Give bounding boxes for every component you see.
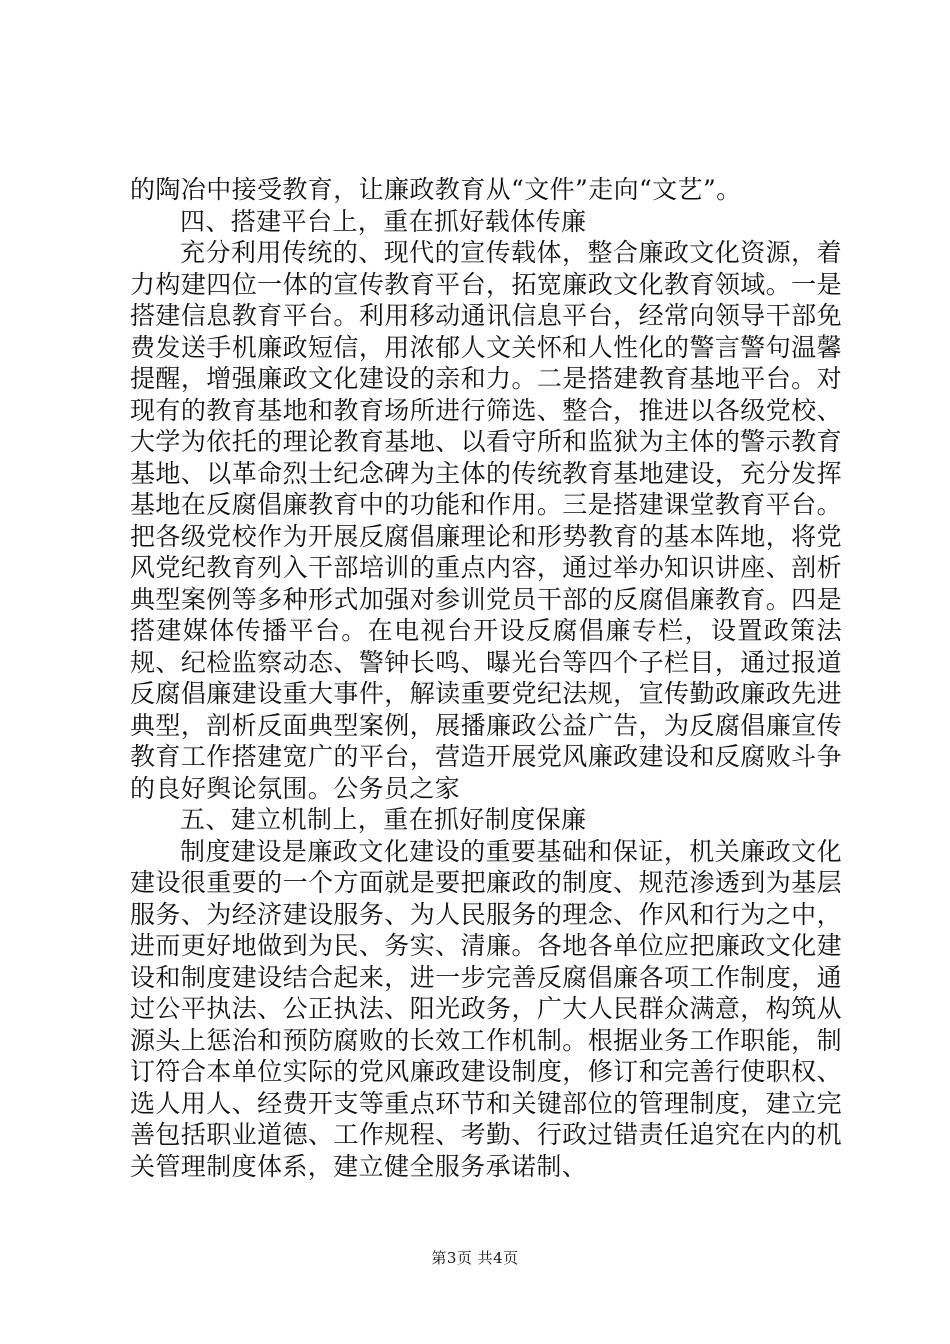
paragraph-continuation: 的陶冶中接受教育，让廉政教育从“文件”走向“文艺”。 [130, 175, 742, 204]
section-heading-four: 四、搭建平台上，重在抓好载体传廉 [180, 206, 587, 236]
document-body [130, 174, 842, 1182]
section-heading-five: 五、建立机制上，重在抓好制度保廉 [180, 805, 587, 834]
paragraph-mechanism: 制度建设是廉政文化建设的重要基础和保证，机关廉政文化建设很重要的一个方面就是要把廉政的制度、规范渗透到为基层服务、为经济建设服务、为人民服务的理念、作风和行为之中，进而更好地做到为民、务实、清廉。各地各单位应把廉政文化建设和制度建设结合起来，进一步完善反腐倡廉各项工作制度，通过公平执法、公正执法、阳光政务，广大人民群众满意，构筑从源头上惩治和预防腐败的长效工作机制。根据业务工作职能，制订符合本单位实际的党风廉政建设制度，修订和完善行使职权、选人用人、经费开支等重点环节和关键部位的管理制度，建立完善包括职业道德、工作规程、考勤、行政过错责任追究在内的机关管理制度体系，建立健全服务承诺制、 [130, 836, 842, 1181]
page-number-footer: 第3页 共4页 [431, 1249, 519, 1267]
paragraph-platforms: 充分利用传统的、现代的宣传载体，整合廉政文化资源，着力构建四位一体的宣传教育平台，拓宽廉政文化教育领域。一是搭建信息教育平台。利用移动通讯信息平台，经常向领导干部免费发送手机廉政短信，用浓郁人文关怀和人性化的警言警句温馨提醒，增强廉政文化建设的亲和力。二是搭建教育基地平台。对现有的教育基地和教育场所进行筛选、整合，推进以各级党校、大学为依托的理论教育基地、以看守所和监狱为主体的警示教育基地、以革命烈士纪念碑为主体的传统教育基地建设，充分发挥基地在反腐倡廉教育中的功能和作用。三是搭建课堂教育平台。把各级党校作为开展反腐倡廉理论和形势教育的基本阵地，将党风党纪教育列入干部培训的重点内容，通过举办知识讲座、剖析典型案例等多种形式加强对参训党员干部的反腐倡廉教育。四是搭建媒体传播平台。在电视台开设反腐倡廉专栏，设置政策法规、纪检监察动态、警钟长鸣、曝光台等四个子栏目，通过报道反腐倡廉建设重大事件，解读重要党纪法规，宣传勤政廉政先进典型，剖析反面典型案例，展播廉政公益广告，为反腐倡廉宣传教育工作搭建宽广的平台，营造开展党风廉政建设和反腐败斗争的良好舆论氛围。公务员之家 [130, 238, 842, 803]
